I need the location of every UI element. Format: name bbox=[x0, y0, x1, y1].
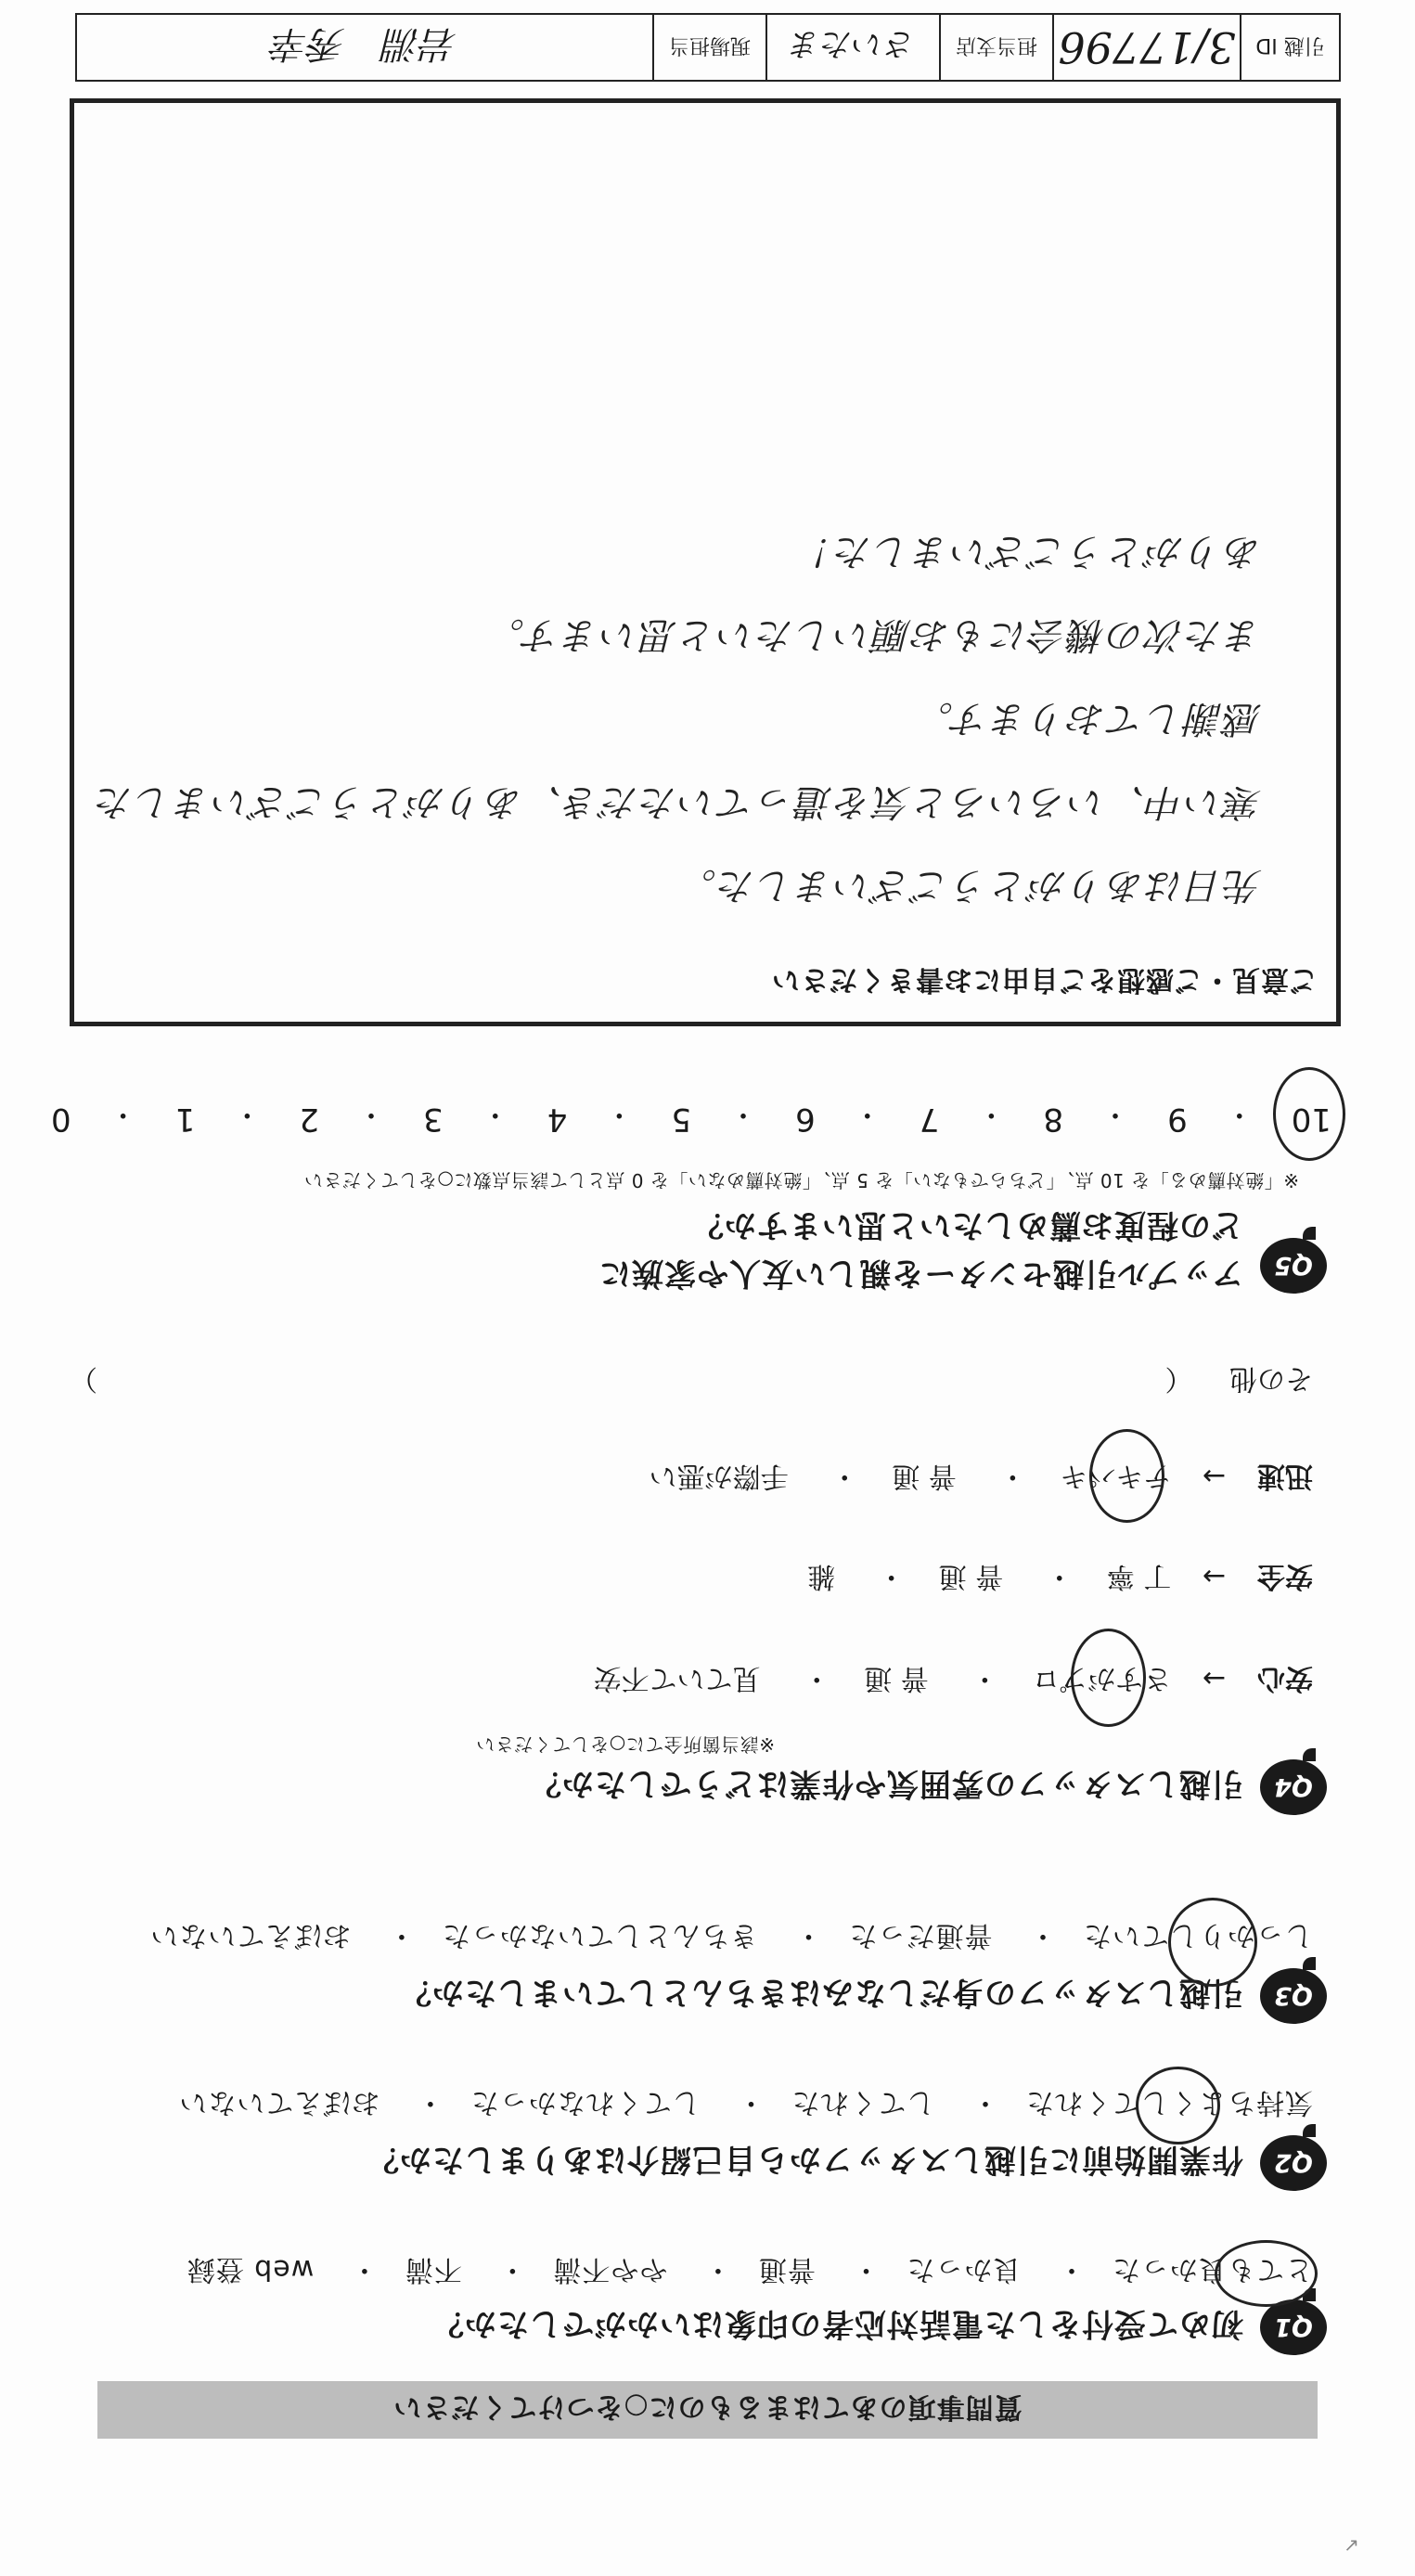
staff-value: 岩淵 秀幸 bbox=[272, 22, 457, 66]
q2-badge: Q2 bbox=[1260, 2135, 1327, 2191]
q2-options: 気持ちよくしてくれた・ してくれた・ してくれなかった・ おぼえていない bbox=[178, 2086, 1313, 2119]
q4-item-label: 迅速 bbox=[1257, 1460, 1313, 1492]
q4-item-anzen: 安全→ 丁 寧・ 普 通・ 雑 bbox=[807, 1559, 1313, 1600]
q4-option[interactable]: 普 通 bbox=[938, 1560, 1004, 1592]
q3-option[interactable]: 普通だった bbox=[848, 1919, 993, 1951]
scale-value[interactable]: 4 bbox=[547, 1101, 568, 1138]
comment-line: 先日はありがとうございました。 bbox=[677, 864, 1262, 907]
q4-option[interactable]: 丁 寧 bbox=[1106, 1560, 1172, 1592]
q5-note: ※「絶対薦める」を 10 点、「どちらでもない」を 5 点、「絶対薦めない」を 0 点として該当点数に○をしてください bbox=[303, 1169, 1299, 1191]
id-label: 引越 ID bbox=[1240, 15, 1339, 80]
comment-line: また次の機会にもお願いしたいと思います。 bbox=[485, 613, 1262, 656]
scale-value[interactable]: 9 bbox=[1167, 1101, 1188, 1138]
q1-option[interactable]: とても良かった bbox=[1112, 2253, 1313, 2286]
q1-option[interactable]: 良かった bbox=[906, 2253, 1022, 2286]
q5-text-block bbox=[598, 1201, 1243, 1297]
q1-option[interactable]: 普通 bbox=[757, 2253, 816, 2286]
q3-options: しっかりしていた・ 普通だった・ きちんとしていなかった・ おぼえていない bbox=[149, 1919, 1313, 1951]
question-q4 bbox=[529, 1759, 1327, 1815]
q5-scale: 10 ・ 9 ・ 8 ・ 7 ・ 6 ・ 5 ・ 4 ・ 3 ・ 2 ・ 1 ・ 0 bbox=[51, 1098, 1331, 1138]
q4-option[interactable]: さすがプロ bbox=[1032, 1662, 1172, 1694]
q1-option[interactable]: web 登録 bbox=[186, 2253, 315, 2286]
scale-value[interactable]: 6 bbox=[795, 1101, 816, 1138]
scale-value[interactable]: 5 bbox=[671, 1101, 692, 1138]
q4-option[interactable]: 見ていて不安 bbox=[593, 1662, 761, 1694]
q1-options: とても良かった・ 良かった・ 普通・ やや不満・ 不満・ web 登録 bbox=[186, 2253, 1313, 2286]
scale-value[interactable]: 0 bbox=[51, 1101, 71, 1138]
scale-value[interactable]: 1 bbox=[174, 1101, 196, 1138]
q4-item-jinsoku: 迅速→ テキパキ・ 普 通・ 手際が悪い bbox=[650, 1459, 1313, 1500]
q4-other-label: その他 bbox=[1229, 1362, 1313, 1395]
q4-item-label: 安心 bbox=[1257, 1662, 1313, 1694]
q2-option[interactable]: してくれなかった bbox=[470, 2086, 701, 2119]
q3-option[interactable]: しっかりしていた bbox=[1083, 1919, 1313, 1951]
scale-value[interactable]: 7 bbox=[919, 1101, 940, 1138]
q1-badge: Q1 bbox=[1260, 2299, 1327, 2355]
staff-label: 現場担当 bbox=[652, 15, 765, 80]
q2-option[interactable]: してくれた bbox=[791, 2086, 935, 2119]
question-q5 bbox=[598, 1201, 1327, 1297]
q1-option[interactable]: やや不満 bbox=[552, 2253, 668, 2286]
scale-value[interactable]: 10 bbox=[1291, 1101, 1331, 1138]
q4-other: その他 （ ） bbox=[70, 1362, 1313, 1395]
comment-line: 感謝しております。 bbox=[914, 697, 1262, 740]
q3-option[interactable]: きちんとしていなかった bbox=[441, 1919, 758, 1951]
scale-value[interactable]: 8 bbox=[1043, 1101, 1064, 1138]
q5-text-line1: アップル引越センターを親しい友人や家族に bbox=[598, 1255, 1243, 1292]
q4-option[interactable]: 手際が悪い bbox=[649, 1460, 789, 1492]
comment-line: ありがとうございました！ bbox=[794, 530, 1262, 573]
q5-text-line2: どの程度お薦めしたいと思いますか？ bbox=[691, 1206, 1243, 1243]
q2-text: 作業開始前に引越しスタッフから自己紹介はありましたか？ bbox=[367, 2141, 1243, 2179]
instruction-banner: 質問事項のあてはまるものに○をつけてください bbox=[97, 2381, 1318, 2439]
id-value: 3/17796 bbox=[1052, 15, 1240, 80]
q1-text: 初めて受付をした電話対応者の印象はいかがでしたか？ bbox=[431, 2305, 1243, 2343]
q3-option[interactable]: おぼえていない bbox=[149, 1919, 352, 1951]
selection-circle bbox=[1089, 1429, 1164, 1523]
scale-value[interactable]: 2 bbox=[299, 1101, 319, 1138]
selection-circle bbox=[1071, 1629, 1146, 1727]
q4-item-label: 安全 bbox=[1257, 1560, 1313, 1592]
selection-circle bbox=[1136, 2067, 1220, 2145]
question-q1 bbox=[431, 2299, 1327, 2355]
q2-option[interactable]: おぼえていない bbox=[178, 2086, 380, 2119]
selection-circle bbox=[1273, 1067, 1345, 1161]
footer-table bbox=[75, 13, 1341, 82]
q1-option[interactable]: 不満 bbox=[404, 2253, 462, 2286]
selection-circle bbox=[1215, 2240, 1318, 2307]
branch-value: さいたま bbox=[765, 15, 939, 80]
q4-option[interactable]: 普 通 bbox=[864, 1662, 929, 1694]
q4-option[interactable]: テキパキ bbox=[1060, 1460, 1172, 1492]
q4-option[interactable]: 普 通 bbox=[892, 1460, 957, 1492]
branch-label: 担当支店 bbox=[939, 15, 1052, 80]
comment-line: 寒い中、いろいろと気を遣っていただき、ありがとうございました bbox=[94, 780, 1262, 823]
q2-option[interactable]: 気持ちよくしてくれた bbox=[1025, 2086, 1313, 2119]
cut-mark: ↙ bbox=[1344, 2535, 1359, 2557]
q4-text: 引越しスタッフの雰囲気や作業はどうでしたか？ bbox=[529, 1765, 1243, 1803]
q3-badge: Q3 bbox=[1260, 1968, 1327, 2024]
comment-title: ご意見・ご感想をご自由にお書きください bbox=[771, 963, 1318, 996]
scale-value[interactable]: 3 bbox=[423, 1101, 444, 1138]
selection-circle bbox=[1168, 1898, 1257, 1987]
q3-text: 引越しスタッフの身だしなみはきちんとしていましたか？ bbox=[399, 1974, 1243, 2012]
q4-badge: Q4 bbox=[1260, 1759, 1327, 1815]
q4-note: ※該当箇所全てに○をしてください bbox=[475, 1733, 775, 1756]
q4-option[interactable]: 雑 bbox=[807, 1560, 836, 1592]
q4-item-anshin: 安心→ さすがプロ・ 普 通・ 見ていて不安 bbox=[594, 1661, 1313, 1702]
q5-badge: Q5 bbox=[1260, 1238, 1327, 1294]
